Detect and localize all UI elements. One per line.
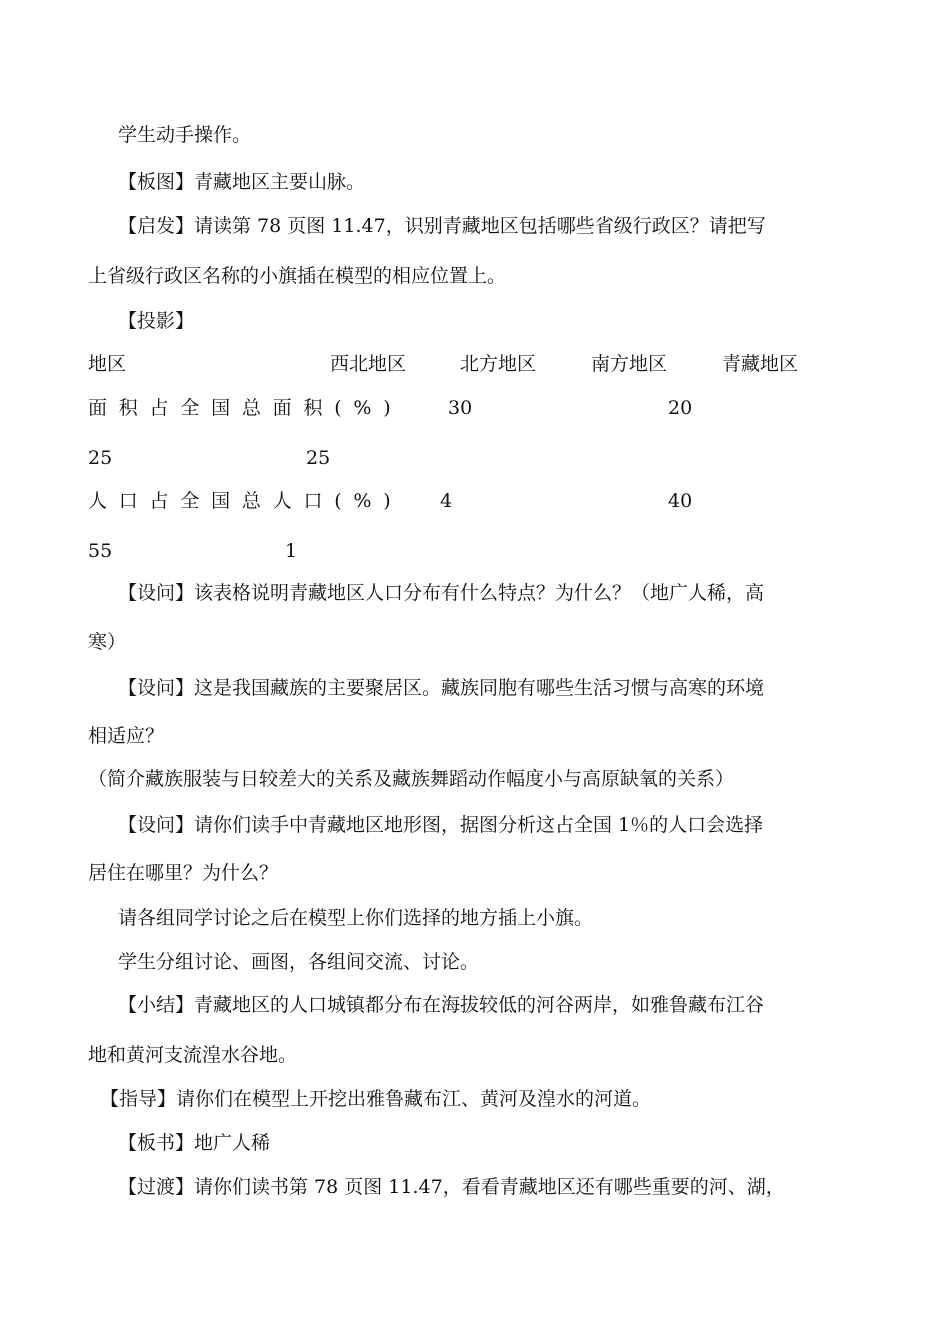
paragraph-group-flags: 请各组同学讨论之后在模型上你们选择的地方插上小旗。: [118, 907, 594, 929]
table-population-northwest: 4: [440, 490, 453, 512]
paragraph-student-operation: 学生动手操作。: [118, 124, 252, 146]
table-header-south: 南方地区: [591, 353, 668, 375]
table-header-qingzang: 青藏地区: [722, 353, 799, 375]
paragraph-question2-line2: 相适应？: [88, 725, 165, 747]
table-area-qingzang: 25: [306, 447, 331, 469]
paragraph-question3-line1: 【设问】请你们读手中青藏地区地形图，据图分析这占全国 1％的人口会选择: [118, 814, 764, 836]
table-population-label: 人口占全国总人口(%): [88, 490, 403, 512]
paragraph-projection: 【投影】: [118, 310, 195, 332]
table-population-south: 55: [88, 540, 113, 562]
paragraph-question3-line2: 居住在哪里？为什么？: [88, 862, 279, 884]
paragraph-question1-line1: 【设问】该表格说明青藏地区人口分布有什么特点？为什么？（地广人稀，高: [118, 582, 765, 604]
table-population-north: 40: [668, 490, 693, 512]
paragraph-question1-line2: 寒）: [88, 631, 127, 653]
table-area-south: 25: [88, 447, 113, 469]
paragraph-group-discussion: 学生分组讨论、画图，各组间交流、讨论。: [118, 951, 480, 973]
paragraph-summary-line2: 地和黄河支流湟水谷地。: [88, 1044, 298, 1066]
table-population-qingzang: 1: [285, 540, 298, 562]
table-area-north: 20: [668, 397, 693, 419]
table-area-label: 面积占全国总面积(%): [88, 397, 403, 419]
paragraph-transition: 【过渡】请你们读书第 78 页图 11.47，看看青藏地区还有哪些重要的河、湖，: [118, 1176, 785, 1198]
paragraph-board-map: 【板图】青藏地区主要山脉。: [118, 171, 366, 193]
table-header-label: 地区: [88, 353, 127, 375]
paragraph-intro-tibetan: （简介藏族服装与日较差大的关系及藏族舞蹈动作幅度小与高原缺氧的关系）: [88, 768, 735, 790]
table-header-north: 北方地区: [460, 353, 537, 375]
paragraph-inspire-line1: 【启发】请读第 78 页图 11.47，识别青藏地区包括哪些省级行政区？请把写: [118, 215, 766, 237]
paragraph-inspire-line2: 上省级行政区名称的小旗插在模型的相应位置上。: [88, 265, 507, 287]
paragraph-board-writing: 【板书】地广人稀: [118, 1132, 271, 1154]
paragraph-guidance: 【指导】请你们在模型上开挖出雅鲁藏布江、黄河及湟水的河道。: [100, 1088, 652, 1110]
table-area-northwest: 30: [448, 397, 473, 419]
paragraph-summary-line1: 【小结】青藏地区的人口城镇都分布在海拔较低的河谷两岸，如雅鲁藏布江谷: [118, 994, 765, 1016]
paragraph-question2-line1: 【设问】这是我国藏族的主要聚居区。藏族同胞有哪些生活习惯与高寒的环境: [118, 677, 765, 699]
table-header-northwest: 西北地区: [330, 353, 407, 375]
